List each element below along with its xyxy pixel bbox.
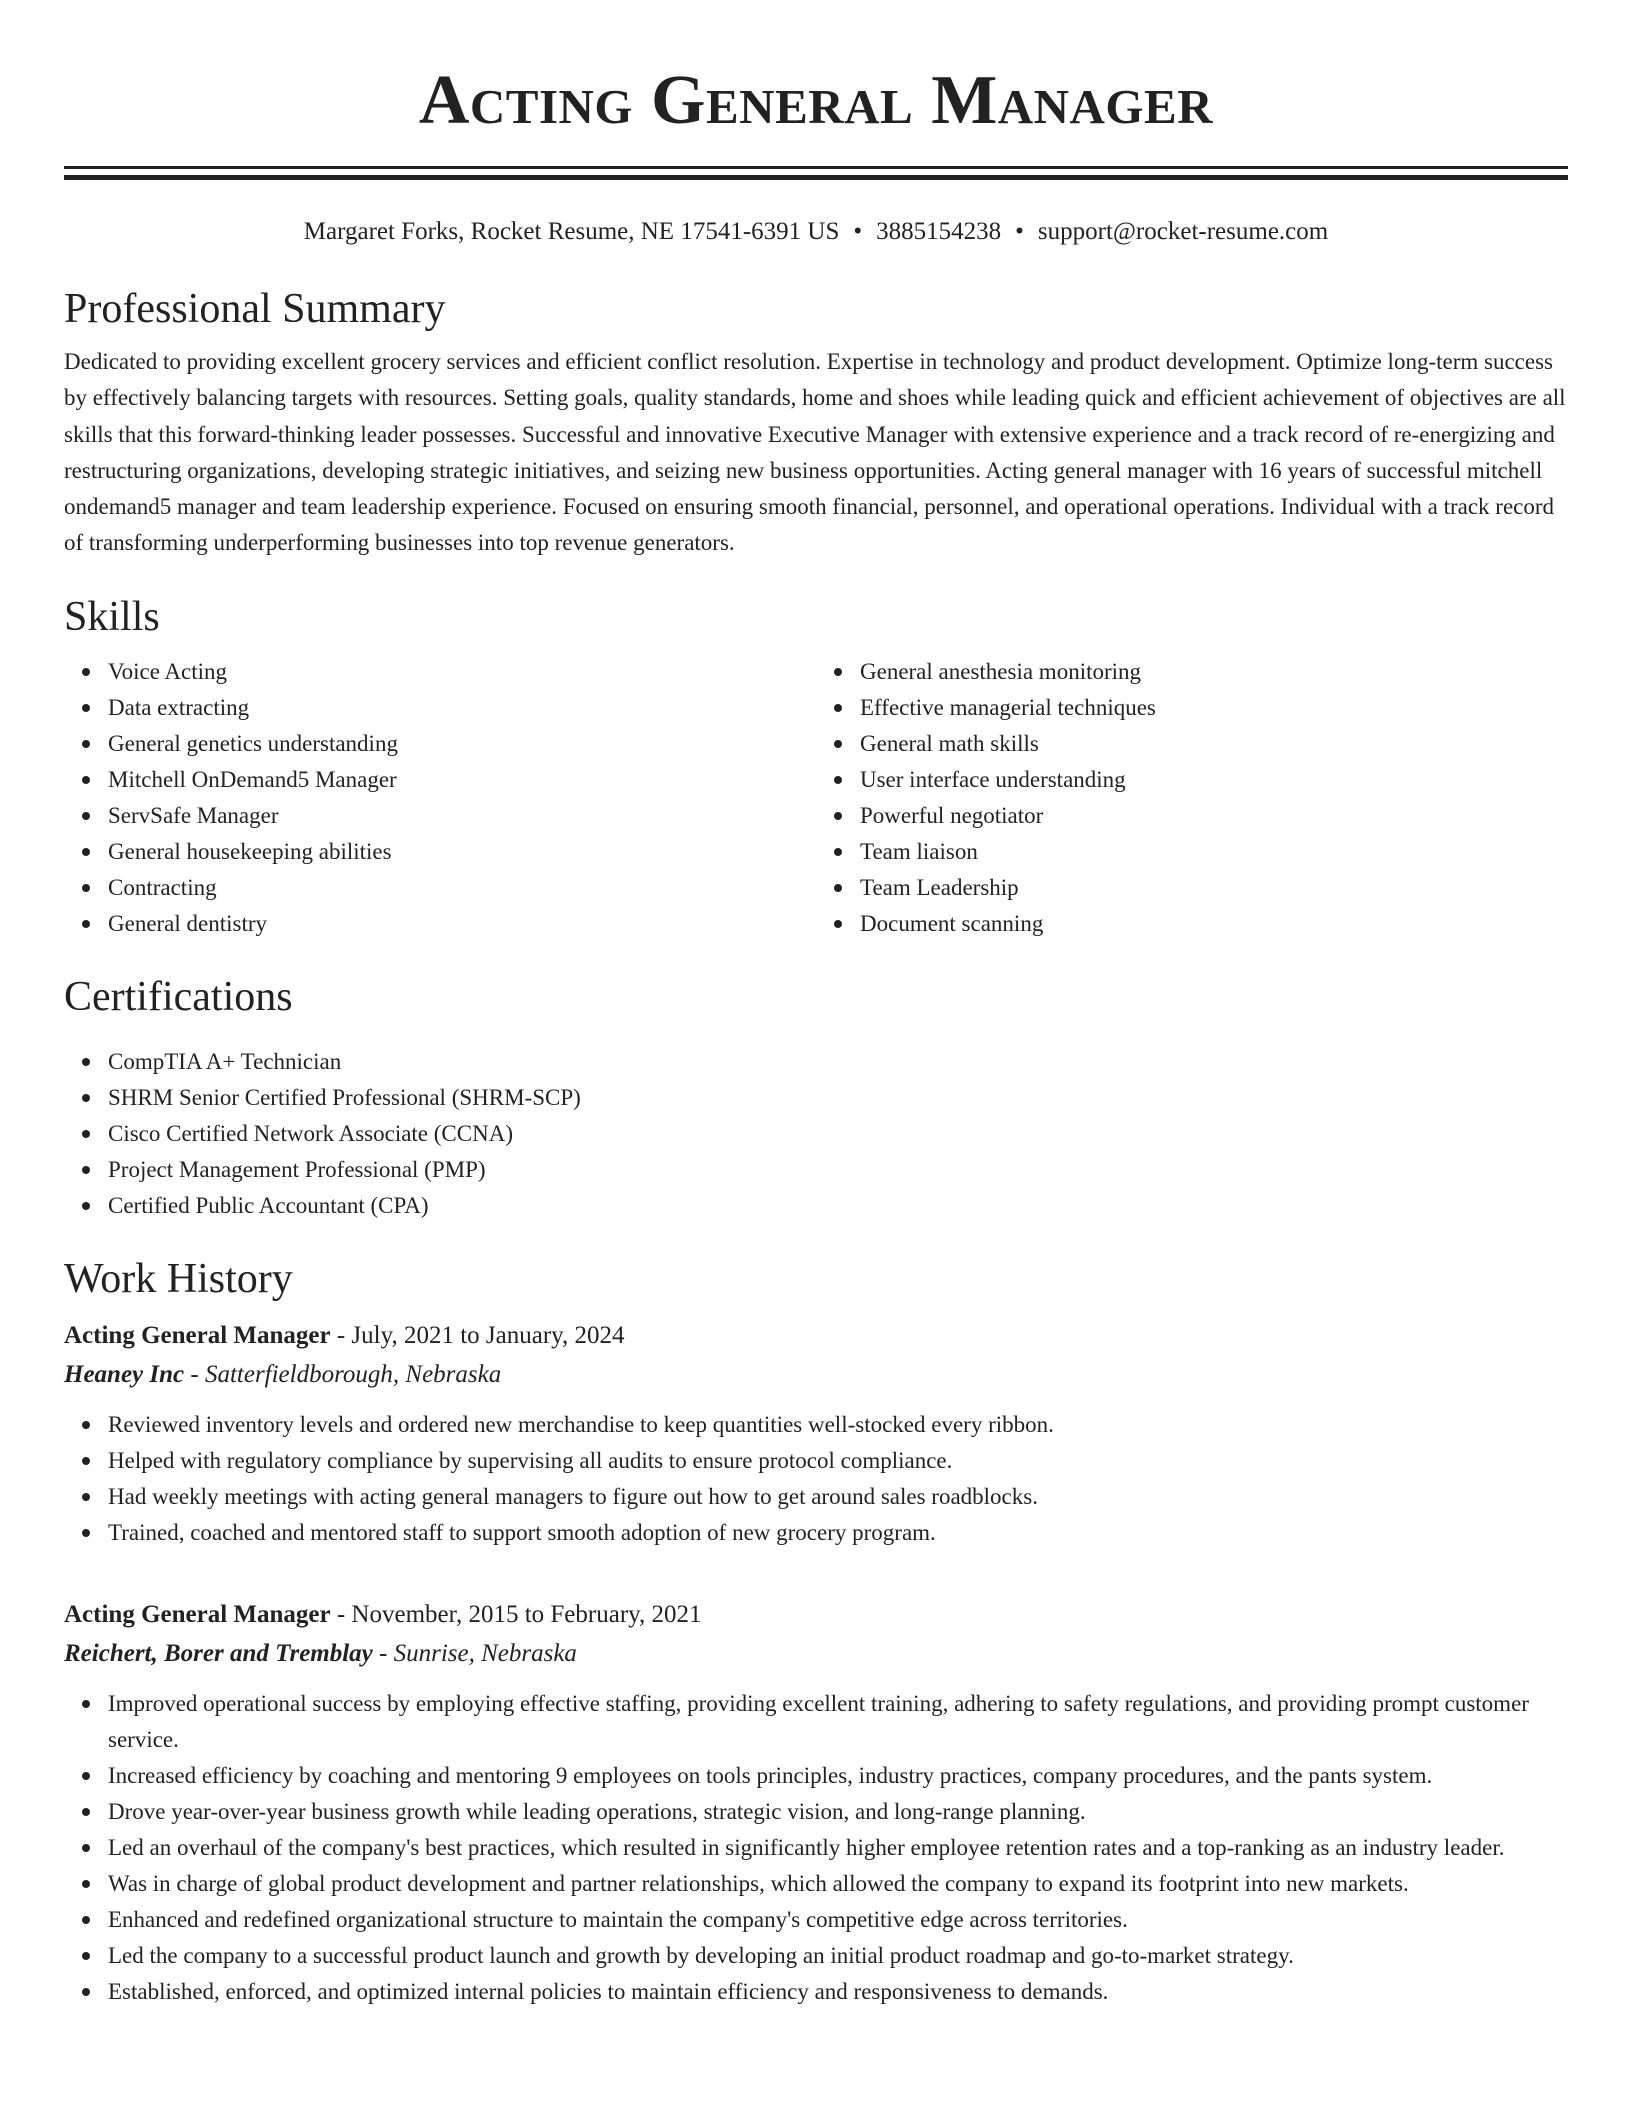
contact-phone: 3885154238 bbox=[876, 218, 1002, 245]
job-dates: - July, 2021 to January, 2024 bbox=[330, 1321, 625, 1349]
contact-separator: • bbox=[1015, 218, 1024, 245]
job-duty: Established, enforced, and optimized internal policies to maintain efficiency and responsiveness to demands. bbox=[108, 1974, 1568, 2010]
job-duty: Had weekly meetings with acting general managers to figure out how to get around sales roadblocks. bbox=[108, 1479, 1568, 1515]
resume-title: Acting General Manager bbox=[418, 62, 1214, 139]
job-employer-line bbox=[64, 1357, 1568, 1393]
job-entry bbox=[64, 1318, 1568, 1551]
job-duty: Trained, coached and mentored staff to support smooth adoption of new grocery program. bbox=[108, 1515, 1568, 1551]
skill-item: Effective managerial techniques bbox=[860, 690, 1568, 726]
job-role: Acting General Manager bbox=[64, 1600, 331, 1628]
skills-list-right bbox=[816, 654, 1568, 942]
job-employer-line bbox=[64, 1636, 1568, 1672]
summary-text: Dedicated to providing excellent grocery services and efficient conflict resolution. Expertise in technology and product development. Optimize long-term success by effectively balancing targets with resources. Setting goals, quality standards, home and shoes while leading quick and efficient achievement of objectives are all skills that this forward-thinking leader possesses. Successful and innovative Executive Manager with extensive experience and a track record of re-energizing and restructuring organizations, developing strategic initiatives, and seizing new business opportunities. Acting general manager with 16 years of successful mitchell ondemand5 manager and team leadership experience. Focused on ensuring smooth financial, personnel, and operational operations. Individual with a track record of transforming underperforming businesses into top revenue generators. bbox=[64, 349, 1566, 556]
certification-item: Certified Public Accountant (CPA) bbox=[108, 1188, 1568, 1224]
contact-address: Margaret Forks, Rocket Resume, NE 17541-6391 US bbox=[303, 218, 840, 245]
job-title-line bbox=[64, 1597, 1568, 1633]
certification-item: Project Management Professional (PMP) bbox=[108, 1152, 1568, 1188]
skill-item: Team liaison bbox=[860, 834, 1568, 870]
skill-item: Document scanning bbox=[860, 906, 1568, 942]
skill-item: General housekeeping abilities bbox=[108, 834, 816, 870]
certification-item: Cisco Certified Network Associate (CCNA) bbox=[108, 1116, 1568, 1152]
job-role: Acting General Manager bbox=[64, 1321, 331, 1349]
skill-item: Data extracting bbox=[108, 690, 816, 726]
job-duty: Led the company to a successful product launch and growth by developing an initial product roadmap and go-to-market strategy. bbox=[108, 1938, 1568, 1974]
skill-item: Powerful negotiator bbox=[860, 798, 1568, 834]
contact-email: support@rocket-resume.com bbox=[1037, 218, 1329, 245]
job-employer: Heaney Inc bbox=[64, 1360, 185, 1388]
certification-item: CompTIA A+ Technician bbox=[108, 1044, 1568, 1080]
job-duty: Improved operational success by employing effective staffing, providing excellent training, adhering to safety regulations, and providing prompt customer service. bbox=[108, 1686, 1568, 1758]
certifications-heading: Certifications bbox=[64, 973, 293, 1020]
title-rule-thin bbox=[64, 166, 1568, 169]
job-duty: Led an overhaul of the company's best practices, which resulted in significantly higher employee retention rates and a top-ranking as an industry leader. bbox=[108, 1830, 1568, 1866]
skill-item: General math skills bbox=[860, 726, 1568, 762]
job-location: - Satterfieldborough, Nebraska bbox=[184, 1360, 502, 1388]
job-duty: Helped with regulatory compliance by supervising all audits to ensure protocol compliance. bbox=[108, 1443, 1568, 1479]
contact-separator: • bbox=[853, 218, 863, 245]
skill-item: Voice Acting bbox=[108, 654, 816, 690]
job-duty: Was in charge of global product development and partner relationships, which allowed the company to expand its footprint into new markets. bbox=[108, 1866, 1568, 1902]
title-rule-thick bbox=[64, 175, 1568, 180]
job-employer: Reichert, Borer and Tremblay bbox=[64, 1639, 373, 1667]
skill-item: Mitchell OnDemand5 Manager bbox=[108, 762, 816, 798]
skill-item: User interface understanding bbox=[860, 762, 1568, 798]
job-duty: Increased efficiency by coaching and mentoring 9 employees on tools principles, industry practices, company procedures, and the pants system. bbox=[108, 1758, 1568, 1794]
skills-columns bbox=[64, 654, 1568, 942]
job-duties-list bbox=[64, 1407, 1568, 1551]
skill-item: General genetics understanding bbox=[108, 726, 816, 762]
job-duty: Enhanced and redefined organizational structure to maintain the company's competitive edge across territories. bbox=[108, 1902, 1568, 1938]
job-entry bbox=[64, 1597, 1568, 2010]
skills-list-left bbox=[64, 654, 816, 942]
skill-item: Team Leadership bbox=[860, 870, 1568, 906]
skill-item: ServSafe Manager bbox=[108, 798, 816, 834]
job-location: - Sunrise, Nebraska bbox=[372, 1639, 577, 1667]
job-dates: - November, 2015 to February, 2021 bbox=[330, 1600, 702, 1628]
summary-heading: Professional Summary bbox=[64, 286, 446, 332]
job-duties-list bbox=[64, 1686, 1568, 2010]
work-history-heading: Work History bbox=[64, 1255, 293, 1302]
skills-heading: Skills bbox=[64, 593, 160, 640]
skill-item: Contracting bbox=[108, 870, 816, 906]
skill-item: General anesthesia monitoring bbox=[860, 654, 1568, 690]
resume-page bbox=[64, 0, 1568, 2010]
job-duty: Drove year-over-year business growth while leading operations, strategic vision, and long-range planning. bbox=[108, 1794, 1568, 1830]
job-duty: Reviewed inventory levels and ordered new merchandise to keep quantities well-stocked every ribbon. bbox=[108, 1407, 1568, 1443]
job-title-line bbox=[64, 1318, 1568, 1354]
certifications-list bbox=[64, 1044, 1568, 1224]
skill-item: General dentistry bbox=[108, 906, 816, 942]
certification-item: SHRM Senior Certified Professional (SHRM-SCP) bbox=[108, 1080, 1568, 1116]
contact-line bbox=[64, 216, 1568, 248]
